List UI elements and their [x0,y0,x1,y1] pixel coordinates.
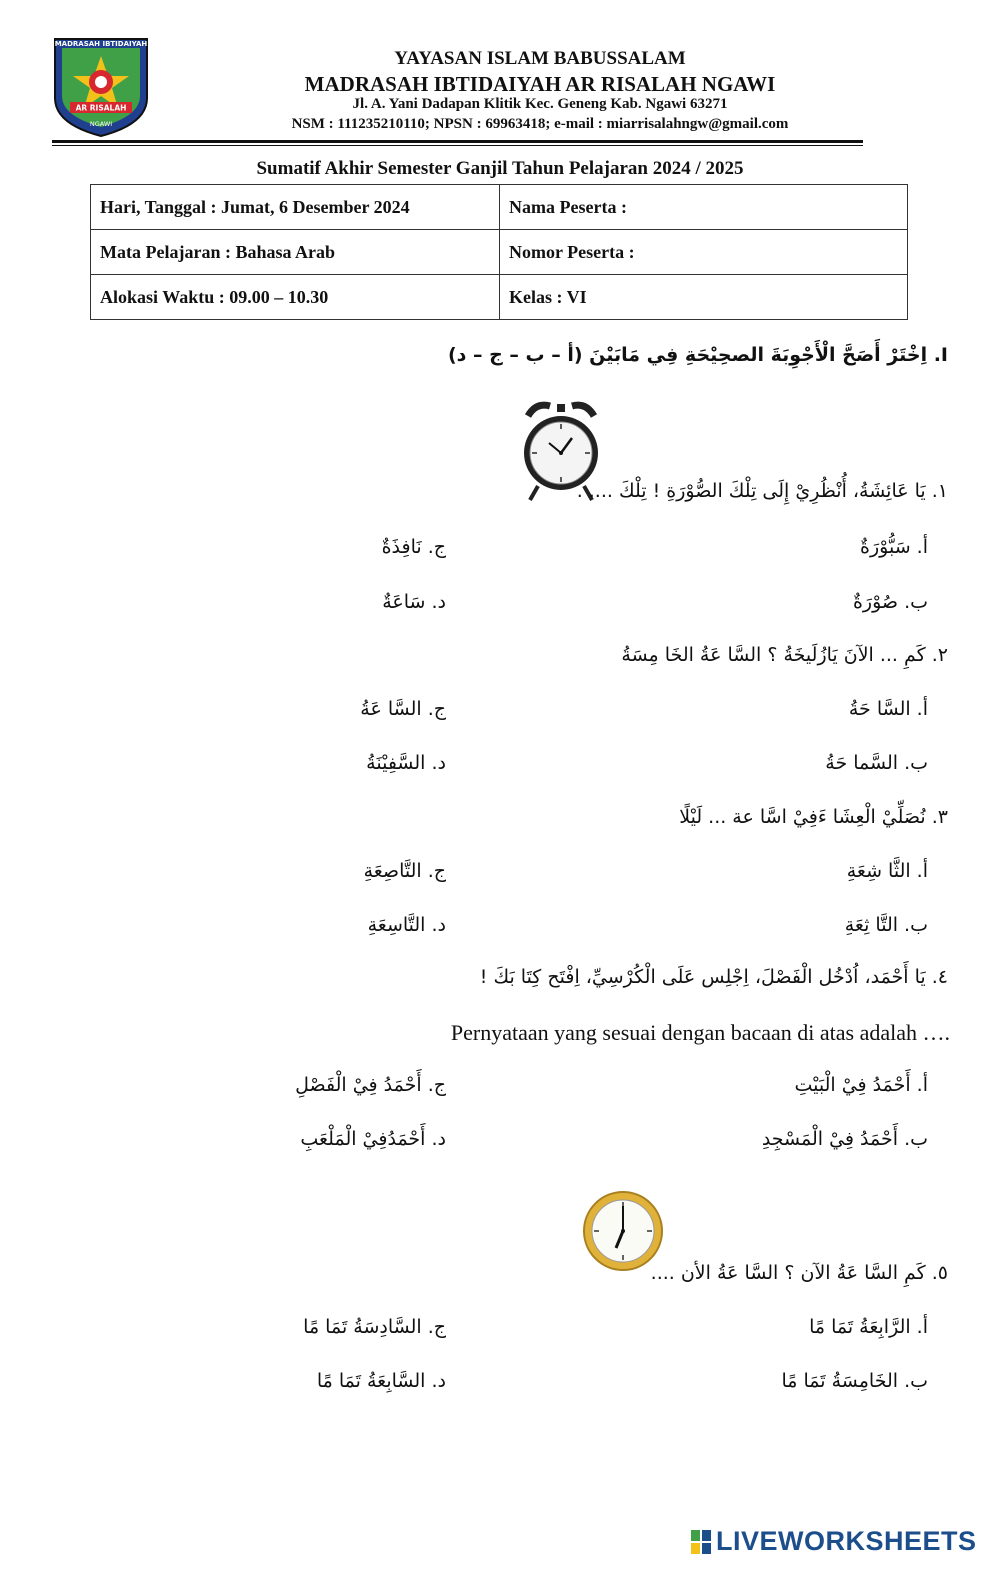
q2-option-a: أ. السَّا حَةُ [848,698,928,720]
exam-title: Sumatif Akhir Semester Ganjil Tahun Pelajaran 2024 / 2025 [256,158,744,179]
logo-banner-text: AR RISALAH [75,103,127,113]
table-row [91,230,908,275]
school-address: Jl. A. Yani Dadapan Klitik Kec. Geneng Kab. Ngawi 63271 [352,96,728,112]
question-4-statement: Pernyataan yang sesuai dengan bacaan di atas adalah …. [450,1020,950,1045]
school-name: MADRASAH IBTIDAIYAH AR RISALAH NGAWI [304,72,776,96]
school-logo [52,36,150,138]
foundation-name: YAYASAN ISLAM BABUSSALAM [394,48,686,69]
liveworksheets-logo-icon [690,1529,712,1555]
exam-info-table [90,184,908,320]
q1-option-c: ج. نَافِذَةٌ [381,536,446,558]
header-rule [52,140,863,143]
logo-bottom-text: NGAWI [89,120,113,128]
info-participant-name: Nama Peserta : [500,185,908,230]
q1-option-d: د. سَاعَةٌ [382,591,446,613]
liveworksheets-text: LIVEWORKSHEETS [716,1526,977,1556]
info-class: Kelas : VI [500,275,908,320]
instruction: I. اِخْتَرْ أَصَحَّ الْأَجْوِبَةَ الصحِيْحَةِ فِي مَابَيْنَ (أ – ب – ج – د) [447,344,948,366]
q5-option-b: ب. الخَامِسَةُ تَمَا مًا [781,1370,928,1392]
q4-option-d: د. أَحْمَدُفِيْ الْمَلْعَبِ [300,1128,446,1150]
table-row [91,185,908,230]
info-participant-number: Nomor Peserta : [500,230,908,275]
q2-option-c: ج. السَّا عَةُ [360,698,446,720]
logo-top-text: MADRASAH IBTIDAIYAH [54,40,148,48]
question-3: ٣. نُصَلِّيْ الْعِشَا ءَفِيْ اسَّا عة ... لَيْلًا [679,806,948,828]
q2-option-d: د. السَّفِيْنَةُ [366,752,446,774]
question-5: ٥. كَمِ السَّا عَةُ الآن ؟ السَّا عَةُ الأن .... [650,1262,948,1284]
school-ids: NSM : 111235210110; NPSN : 69963418; e-mail : miarrisalahngw@gmail.com [291,116,789,132]
q5-option-a: أ. الرَّابِعَةُ تَمَا مًا [809,1316,928,1338]
q5-option-c: ج. السَّادِسَةُ تَمَا مًا [303,1316,446,1338]
question-4: ٤. يَا أَحْمَد، اُدْخُل الْفَصْلَ، اِجْلِس عَلَى الْكُرْسِيِّ، اِفْتَح كِتَا بَكَ ! [479,966,948,988]
table-row [91,275,908,320]
wall-clock-icon [582,1190,664,1272]
question-1: ١. يَا عَائِشَةُ، أُنْظُرِيْ إِلَى تِلْكَ الصُّوْرَةِ ! تِلْكَ .... . [576,480,948,502]
q3-option-c: ج. التَّاصِعَةِ [363,860,446,882]
liveworksheets-watermark [690,1526,977,1560]
info-date: Hari, Tanggal : Jumat, 6 Desember 2024 [91,185,500,230]
q3-option-a: أ. الثَّا شِعَةِ [846,860,928,882]
q5-option-d: د. السَّابِعَةُ تَمَا مًا [316,1370,446,1392]
q1-option-a: أ. سَبُّوْرَةٌ [860,536,928,558]
question-2: ٢. كَمِ ... الآنَ يَازُلَيخَةُ ؟ السَّا عَةُ الخَا مِسَةُ [621,644,948,666]
q3-option-d: د. التَّاسِعَةِ [367,914,446,936]
q4-option-a: أ. أَحْمَدُ فِيْ الْبَيْتِ [794,1074,928,1096]
q2-option-b: ب. السَّما حَةُ [825,752,928,774]
info-subject: Mata Pelajaran : Bahasa Arab [91,230,500,275]
q4-option-b: ب. أَحْمَدُ فِيْ الْمَسْجِدِ [761,1128,928,1150]
q3-option-b: ب. التَّا ثِعَةِ [844,914,928,936]
q1-option-b: ب. صُوْرَةٌ [852,591,928,613]
info-time: Alokasi Waktu : 09.00 – 10.30 [91,275,500,320]
header-rule-thin [52,145,863,146]
q4-option-c: ج. أَحْمَدُ فِيْ الْفَصْلِ [295,1074,446,1096]
